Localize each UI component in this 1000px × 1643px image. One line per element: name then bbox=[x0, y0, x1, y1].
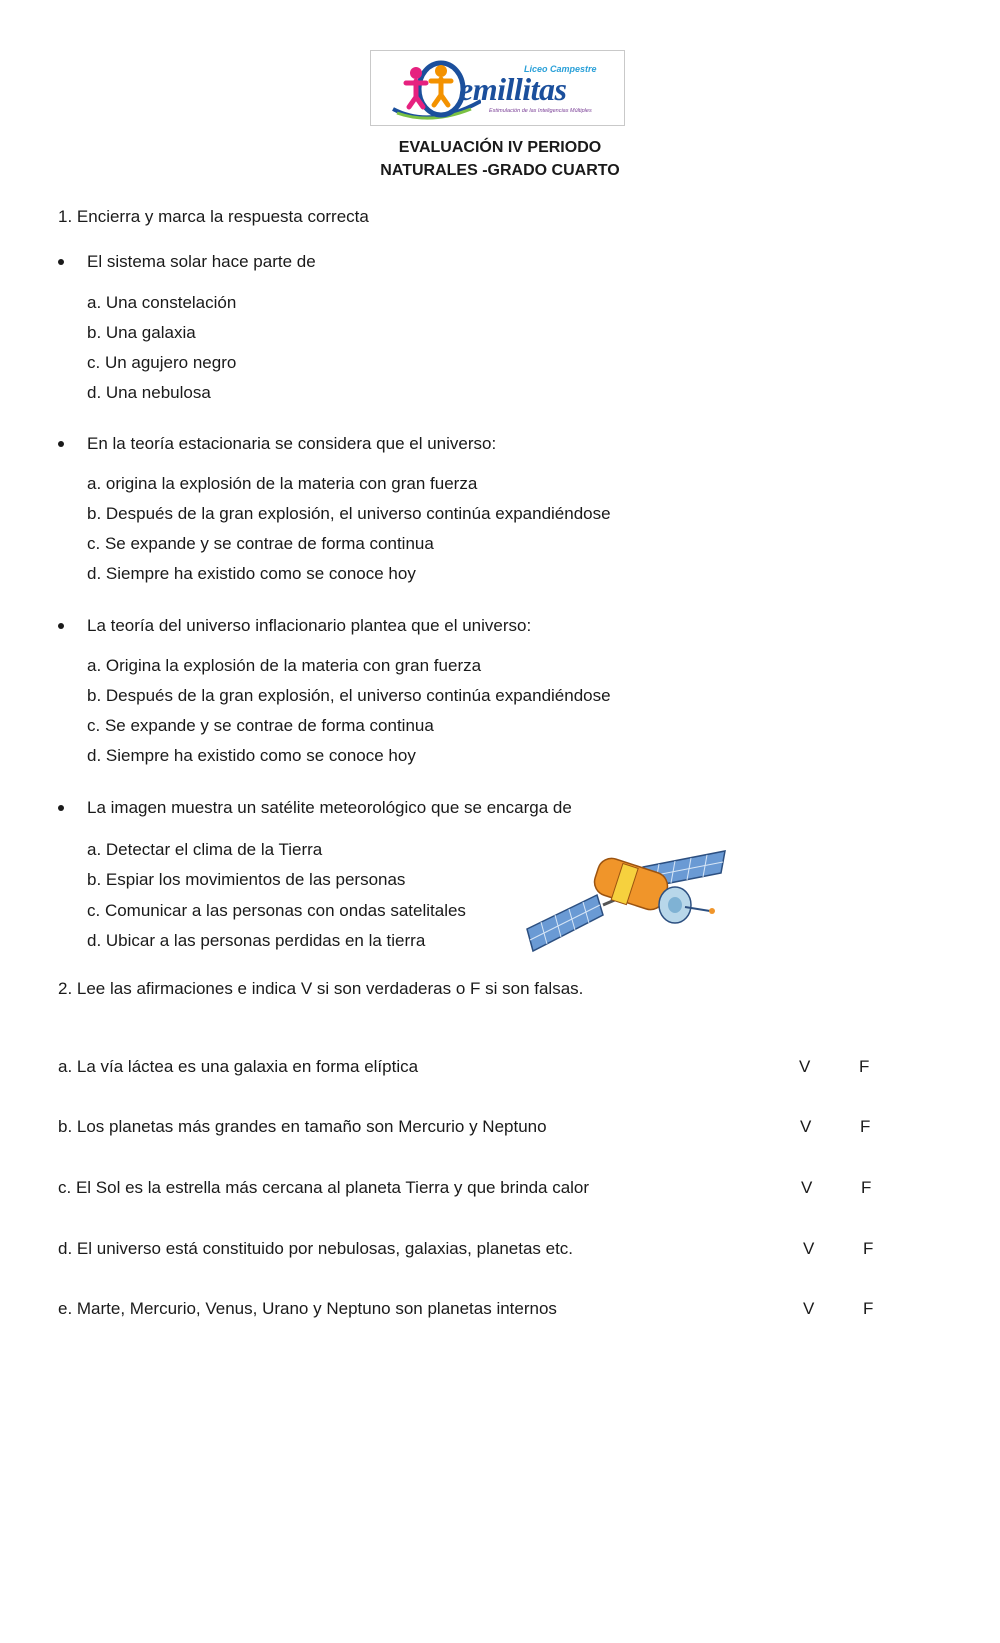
q1-option-a[interactable]: a. Una constelación bbox=[87, 293, 237, 312]
bullet-icon bbox=[58, 259, 64, 265]
statement-d-false[interactable]: F bbox=[863, 1239, 874, 1258]
q2-option-c[interactable]: c. Se expande y se contrae de forma continua bbox=[87, 534, 434, 553]
section1-heading: 1. Encierra y marca la respuesta correcta bbox=[58, 207, 369, 226]
statement-e-true[interactable]: V bbox=[803, 1299, 815, 1318]
section2-heading: 2. Lee las afirmaciones e indica V si son verdaderas o F si son falsas. bbox=[58, 979, 584, 998]
statement-a-false[interactable]: F bbox=[859, 1057, 870, 1076]
question-4-prompt: La imagen muestra un satélite meteorológico que se encarga de bbox=[87, 798, 572, 817]
statement-c: c. El Sol es la estrella más cercana al planeta Tierra y que brinda calor bbox=[58, 1178, 590, 1197]
q3-option-a[interactable]: a. Origina la explosión de la materia con gran fuerza bbox=[87, 656, 482, 675]
question-2-prompt: En la teoría estacionaria se considera que el universo: bbox=[87, 434, 497, 453]
statement-e: e. Marte, Mercurio, Venus, Urano y Neptuno son planetas internos bbox=[58, 1299, 557, 1318]
q4-option-c[interactable]: c. Comunicar a las personas con ondas satelitales bbox=[87, 901, 466, 920]
bullet-icon bbox=[58, 805, 64, 811]
q1-option-d[interactable]: d. Una nebulosa bbox=[87, 383, 211, 402]
q3-option-b[interactable]: b. Después de la gran explosión, el universo continúa expandiéndose bbox=[87, 686, 611, 705]
statement-c-false[interactable]: F bbox=[861, 1178, 872, 1197]
q4-option-b[interactable]: b. Espiar los movimientos de las personas bbox=[87, 870, 406, 889]
statement-e-false[interactable]: F bbox=[863, 1299, 874, 1318]
logo-school-name: Liceo Campestre bbox=[524, 64, 597, 74]
q1-option-c[interactable]: c. Un agujero negro bbox=[87, 353, 237, 372]
statement-b-true[interactable]: V bbox=[800, 1117, 812, 1136]
statement-c-true[interactable]: V bbox=[801, 1178, 813, 1197]
school-logo bbox=[370, 50, 625, 126]
q3-option-c[interactable]: c. Se expande y se contrae de forma continua bbox=[87, 716, 434, 735]
satellite-icon bbox=[525, 845, 730, 960]
statement-a-true[interactable]: V bbox=[799, 1057, 811, 1076]
statement-a: a. La vía láctea es una galaxia en forma elíptica bbox=[58, 1057, 419, 1076]
q3-option-d[interactable]: d. Siempre ha existido como se conoce hoy bbox=[87, 746, 416, 765]
bullet-icon bbox=[58, 623, 64, 629]
bullet-icon bbox=[58, 441, 64, 447]
page-title: EVALUACIÓN IV PERIODO bbox=[398, 139, 602, 156]
q2-option-a[interactable]: a. origina la explosión de la materia con gran fuerza bbox=[87, 474, 478, 493]
question-3-prompt: La teoría del universo inflacionario plantea que el universo: bbox=[87, 616, 532, 635]
statement-d: d. El universo está constituido por nebulosas, galaxias, planetas etc. bbox=[58, 1239, 574, 1258]
q4-option-a[interactable]: a. Detectar el clima de la Tierra bbox=[87, 840, 323, 859]
logo-tagline: Estimulación de las Inteligencias Múltiples bbox=[489, 108, 592, 114]
question-1-prompt: El sistema solar hace parte de bbox=[87, 252, 316, 271]
q2-option-b[interactable]: b. Después de la gran explosión, el universo continúa expandiéndose bbox=[87, 504, 611, 523]
statement-b-false[interactable]: F bbox=[860, 1117, 871, 1136]
logo-brand-name: emillitas bbox=[459, 71, 567, 107]
q2-option-d[interactable]: d. Siempre ha existido como se conoce hoy bbox=[87, 564, 416, 583]
q4-option-d[interactable]: d. Ubicar a las personas perdidas en la tierra bbox=[87, 931, 426, 950]
page-subtitle: NATURALES -GRADO CUARTO bbox=[380, 162, 620, 179]
statement-b: b. Los planetas más grandes en tamaño son Mercurio y Neptuno bbox=[58, 1117, 547, 1136]
statement-d-true[interactable]: V bbox=[803, 1239, 815, 1258]
q1-option-b[interactable]: b. Una galaxia bbox=[87, 323, 196, 342]
